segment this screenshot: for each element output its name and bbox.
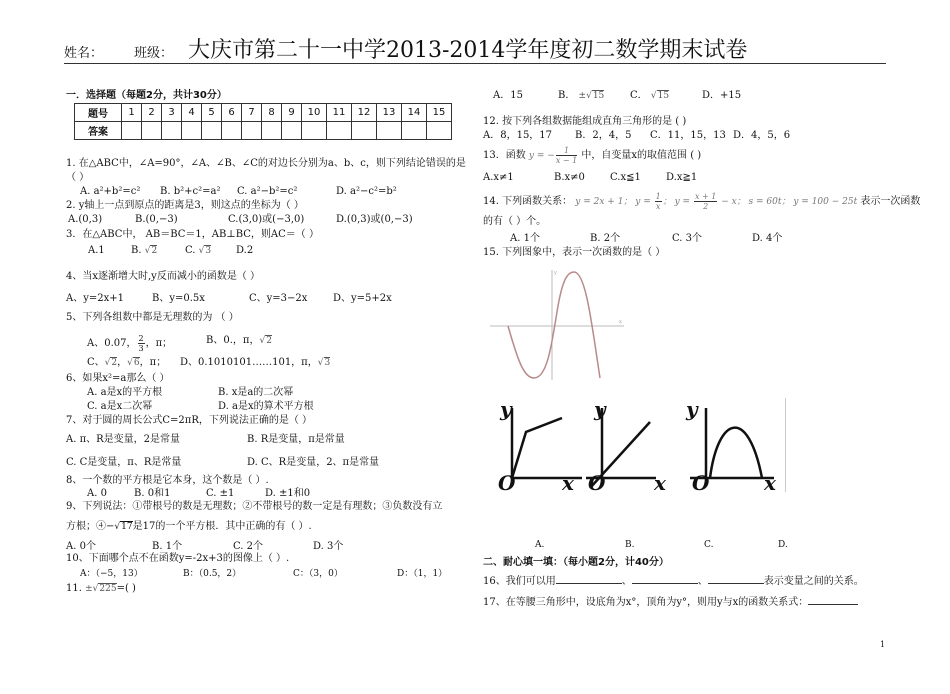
name-label: 姓名： xyxy=(64,46,104,61)
q9-line2-start: 方根；④− xyxy=(66,521,115,532)
answer-cell[interactable] xyxy=(142,122,162,140)
q14-text xyxy=(483,192,920,211)
q9-text-line1: 9、下列说法：①带根号的数是无理数；②不带根号的数一定是有理数；③负数没有立 xyxy=(66,501,443,512)
page-number: 1 xyxy=(880,640,886,649)
q5-option-c-label: C、 xyxy=(87,357,105,368)
q17-text xyxy=(483,594,858,609)
q16-label: 16、我们可以用 xyxy=(483,576,556,587)
score-cell: 4 xyxy=(182,104,202,122)
q10-text: 10、下面哪个点不在函数y=-2x+3的图像上（ ）. xyxy=(66,553,290,564)
axis-x-label: x xyxy=(619,319,622,325)
q3-option-b-label: B. xyxy=(131,245,142,256)
header-rule xyxy=(64,63,886,64)
q8-text: 8、一个数的平方根是它本身，这个数是（ ）. xyxy=(66,475,269,486)
graph-a-x-label: x xyxy=(562,471,574,495)
axis-y-label: y xyxy=(554,270,557,276)
q6-option-d: D. a是x的算术平方根 xyxy=(218,401,314,412)
q1-option-b: B. b²+c²=a² xyxy=(160,186,221,197)
score-cell: 9 xyxy=(282,104,302,122)
q3-text: 3．在△ABC中， AB＝BC＝1，AB⊥BC，则AC＝（ ） xyxy=(66,229,319,240)
score-cell: 2 xyxy=(142,104,162,122)
q5-option-d xyxy=(180,356,330,370)
graph-c xyxy=(690,408,774,478)
score-table xyxy=(74,103,452,140)
q12-option-c: C．11，15，13 xyxy=(650,130,726,141)
q2-text: 2. y轴上一点到原点的距离是3，则这点的坐标为（ ） xyxy=(66,200,304,211)
graph-a xyxy=(512,408,582,478)
q11-option-c-label: C． xyxy=(630,90,648,101)
sine-graph xyxy=(488,266,628,384)
q6-option-c: C. a是x二次幂 xyxy=(87,401,153,412)
page-title: 大庆市第二十一中学2013-2014学年度初二数学期末试卷 xyxy=(188,38,748,63)
score-label: 题号 xyxy=(75,104,122,122)
radicand: 2 xyxy=(111,358,118,368)
q12-option-b: B．2，4，5 xyxy=(575,130,632,141)
answer-label: 答案 xyxy=(75,122,122,140)
q12-option-a: A．8，15，17 xyxy=(483,130,553,141)
q15-option-b: B. xyxy=(625,540,635,550)
score-cell: 13 xyxy=(377,104,402,122)
radicand: 2 xyxy=(266,336,272,346)
q13-option-b: B.x≠0 xyxy=(554,172,585,183)
answer-cell[interactable] xyxy=(352,122,377,140)
q12-text: 12. 按下列各组数据能组成直角三角形的是 ( ) xyxy=(483,116,687,127)
q13-text xyxy=(483,146,701,165)
function-graphs xyxy=(490,396,790,496)
fraction: $\frac{1}{x - 1}$ xyxy=(555,146,578,165)
q5-option-d-label: D、0.1010101……101，π， xyxy=(180,357,318,368)
q6-option-b: B. x是a的二次幂 xyxy=(218,387,294,398)
q1-option-c: C. a²−b²=c² xyxy=(237,186,298,197)
q13-option-a: A.x≠1 xyxy=(483,172,514,183)
answer-cell[interactable] xyxy=(162,122,182,140)
q10-option-d: D：（1，1） xyxy=(397,569,448,579)
answer-cell[interactable] xyxy=(222,122,242,140)
q11-option-a: A．15 xyxy=(493,90,523,101)
q3-option-d: D.2 xyxy=(236,245,254,256)
q8-option-a: A. 0 xyxy=(87,488,107,499)
q13-formula: y = − $\frac{1}{x - 1}$ xyxy=(528,146,578,165)
answer-cell[interactable] xyxy=(427,122,452,140)
q4-option-c: C、y=3−2x xyxy=(249,293,308,304)
radicand: 225 xyxy=(99,584,117,594)
answer-cell[interactable] xyxy=(262,122,282,140)
q13-option-d: D.x≧1 xyxy=(666,172,698,183)
q6-text: 6、如果x²=a那么（ ） xyxy=(66,373,170,384)
sqrt-icon: √3 xyxy=(317,358,331,368)
score-cell: 5 xyxy=(202,104,222,122)
graph-c-x-label: x xyxy=(764,471,776,495)
score-cell: 10 xyxy=(302,104,327,122)
sqrt-icon: √2 xyxy=(144,246,158,256)
q17-label: 17、在等腰三角形中，设底角为x°，顶角为y°，则用y与x的函数关系式： xyxy=(483,597,809,608)
q11-label: 11. xyxy=(66,583,82,594)
graph-a-y-label: y xyxy=(500,397,512,421)
q5-option-c-tail: ，π； xyxy=(139,357,167,368)
answer-cell[interactable] xyxy=(202,122,222,140)
q15-option-c: C. xyxy=(704,540,714,550)
q3-option-c-label: C. xyxy=(185,245,196,256)
q5-option-b-tail: ，π， xyxy=(232,335,260,346)
answer-cell[interactable] xyxy=(402,122,427,140)
q1-option-d: D. a²−c²=b² xyxy=(336,186,397,197)
sqrt-icon: ±√225 xyxy=(85,584,117,594)
graph-a-origin: O xyxy=(498,471,516,495)
q7-option-a: A. π、R是变量，2是常量 xyxy=(66,434,181,445)
q7-option-d: D. C、R是变量，2、π是常量 xyxy=(247,457,380,468)
sqrt-icon: √2 xyxy=(104,358,118,368)
answer-cell[interactable] xyxy=(327,122,352,140)
q11-option-c xyxy=(630,89,669,103)
q10-option-b: B：（0.5，2） xyxy=(183,569,242,579)
q14-text-line2: 的有（ ）个。 xyxy=(483,216,547,227)
q1-bracket: （ ） xyxy=(66,172,90,183)
q5-option-b xyxy=(206,334,272,348)
q16-end: 表示变量之间的关系。 xyxy=(763,576,864,587)
q15-option-d: D. xyxy=(778,540,788,550)
q4-option-d: D、y=5+2x xyxy=(333,293,392,304)
graph-b-x-label: x xyxy=(654,471,666,495)
fraction xyxy=(138,334,145,353)
q14-rest: 表示一次函数 xyxy=(860,196,921,207)
radicand: 15 xyxy=(657,91,670,101)
q14-label: 14. 下列函数关系： xyxy=(483,196,573,207)
q9-line2-end: 是17的一个平方根．其中正确的有（ ）. xyxy=(132,521,312,532)
q3-option-c xyxy=(185,244,211,258)
graph-divider xyxy=(785,398,786,492)
q17-blank[interactable] xyxy=(808,594,858,605)
answer-cell[interactable] xyxy=(377,122,402,140)
q8-option-c: C. ±1 xyxy=(206,488,235,499)
radicand: 6 xyxy=(133,358,140,368)
q15-option-a: A. xyxy=(535,540,545,550)
q14-option-d: D. 4个 xyxy=(752,233,783,244)
q4-option-a: A、y=2x+1 xyxy=(66,293,124,304)
section1-title: 一．选择题（每题2分，共计30分） xyxy=(66,90,227,101)
score-table-row-answers xyxy=(75,122,452,140)
q13-option-c: C.x≦1 xyxy=(610,172,641,183)
q2-option-b: B.(0,−3) xyxy=(135,214,178,225)
graph-c-y-label: y xyxy=(686,397,698,421)
q7-option-c: C. C是变量，π、R是常量 xyxy=(66,457,182,468)
q5-option-c xyxy=(87,356,166,370)
q9-option-d: D. 3个 xyxy=(313,541,344,552)
q9-option-b: B. 1个 xyxy=(152,541,183,552)
radicand: 2 xyxy=(151,246,158,256)
q10-option-c: C：（3，0） xyxy=(293,569,343,579)
q2-option-a: A.(0,3) xyxy=(68,214,103,225)
class-label: 班级： xyxy=(134,46,174,61)
score-cell: 14 xyxy=(402,104,427,122)
q14-formulas: y = 2x + 1； y = $\frac{1}{x}$ ； y = $\frac{x + 1}{2}$ − x； s = 60t； y = 100 − 25t xyxy=(575,192,858,211)
score-cell: 1 xyxy=(122,104,142,122)
numerator: 2 xyxy=(138,334,144,343)
sqrt-icon: √6 xyxy=(127,358,140,368)
q12-option-d: D．4，5，6 xyxy=(733,130,791,141)
q7-text: 7、对于圆的周长公式C=2πR，下列说法正确的是（ ） xyxy=(66,415,313,426)
score-cell: 3 xyxy=(162,104,182,122)
sqrt-icon: ±√15 xyxy=(578,91,605,101)
answer-cell[interactable] xyxy=(122,122,142,140)
sqrt-icon: √15 xyxy=(650,91,670,101)
q5-option-c-sep: ， xyxy=(117,357,128,368)
q3-option-a: A.1 xyxy=(88,245,105,256)
q11-bracket: =( ) xyxy=(116,583,136,594)
q5-option-b-label: B、0. xyxy=(206,335,233,346)
q7-option-b: B. R是变量，π是常量 xyxy=(247,434,345,445)
q2-option-c: C.(3,0)或(−3,0) xyxy=(228,214,305,225)
q14-option-b: B. 2个 xyxy=(590,233,621,244)
q8-option-b: B. 0和1 xyxy=(134,488,171,499)
q16-blank-3[interactable] xyxy=(708,573,764,584)
sqrt-icon: √17 xyxy=(114,522,133,532)
section2-title: 二、耐心填一填：（每小题2分，计40分） xyxy=(483,557,669,568)
q14-option-a: A. 1个 xyxy=(510,233,540,244)
q10-option-a: A：（−5，13） xyxy=(80,569,143,579)
q1-text: 1. 在△ABC中，∠A=90°，∠A、∠B、∠C的对边长分别为a、b、c，则下列结论错误的是 xyxy=(66,158,466,169)
answer-cell[interactable] xyxy=(242,122,262,140)
score-cell: 8 xyxy=(262,104,282,122)
score-table-row-numbers xyxy=(75,104,452,122)
q14-option-c: C. 3个 xyxy=(672,233,703,244)
answer-cell[interactable] xyxy=(282,122,302,140)
q16-blank-1[interactable] xyxy=(556,573,622,584)
q9-text-line2 xyxy=(66,520,312,534)
q13-rest: 中，自变量x的取值范围 ( ) xyxy=(581,150,702,161)
sqrt-icon: √3 xyxy=(198,246,212,256)
q4-option-b: B、y=0.5x xyxy=(152,293,205,304)
q5-text: 5、下列各组数中都是无理数的为 （ ） xyxy=(66,312,239,323)
q5-option-a-label: A、0.07， xyxy=(87,338,137,349)
score-cell: 11 xyxy=(327,104,352,122)
denominator: 3 xyxy=(138,344,144,353)
q9-option-c: C. 2个 xyxy=(233,541,264,552)
graph-b-origin: O xyxy=(588,471,606,495)
q1-option-a: A. a²+b²=c² xyxy=(80,186,141,197)
q5-option-a xyxy=(87,334,172,353)
q13-label: 13．函数 xyxy=(483,150,526,161)
score-cell: 7 xyxy=(242,104,262,122)
score-cell: 12 xyxy=(352,104,377,122)
q16-sep: 、 xyxy=(621,576,632,587)
q11-text xyxy=(66,582,136,596)
sine-curve xyxy=(508,272,600,378)
q11-option-d: D．+15 xyxy=(702,90,742,101)
radicand: 3 xyxy=(205,246,212,256)
q15-text: 15. 下列图象中，表示一次函数的是（ ） xyxy=(483,247,666,258)
q5-option-a-tail: ，π； xyxy=(145,338,173,349)
score-cell: 15 xyxy=(427,104,452,122)
score-cell: 6 xyxy=(222,104,242,122)
q11-option-b xyxy=(558,89,604,103)
answer-cell[interactable] xyxy=(182,122,202,140)
radicand: 15 xyxy=(592,91,605,101)
q6-option-a: A. a是x的平方根 xyxy=(87,387,163,398)
sqrt-icon: √2 xyxy=(259,336,272,346)
graph-c-origin: O xyxy=(692,471,710,495)
q16-text xyxy=(483,573,864,588)
q3-option-b xyxy=(131,244,157,258)
q8-option-d: D. ±1和0 xyxy=(265,488,311,499)
graph-b-y-label: y xyxy=(594,397,606,421)
q9-option-a: A. 0个 xyxy=(66,541,96,552)
radicand: 17 xyxy=(121,522,133,532)
q16-sep: 、 xyxy=(697,576,708,587)
radicand: 3 xyxy=(324,358,331,368)
q4-text: 4、当x逐渐增大时,y反而减小的函数是（ ） xyxy=(66,271,261,282)
answer-cell[interactable] xyxy=(302,122,327,140)
q16-blank-2[interactable] xyxy=(632,573,698,584)
q2-option-d: D.(0,3)或(0,−3) xyxy=(336,214,413,225)
q11-option-b-label: B． xyxy=(558,90,576,101)
